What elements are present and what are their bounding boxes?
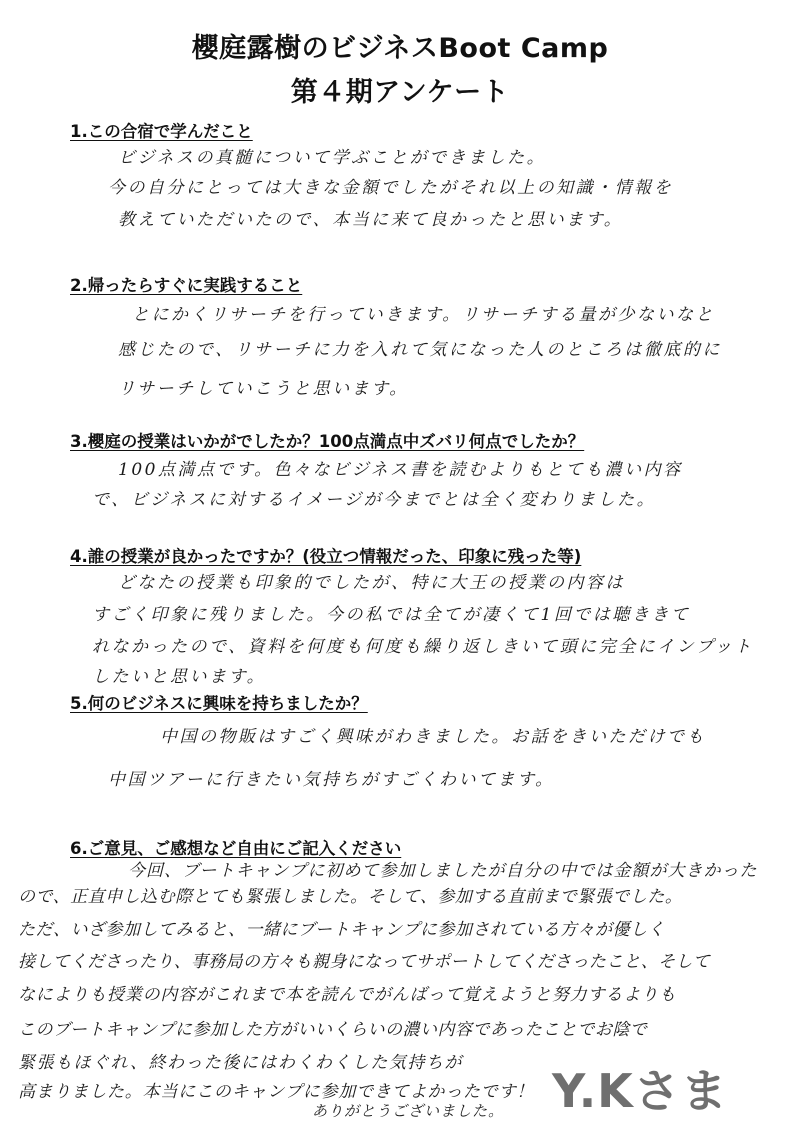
survey-subtitle: 第４期アンケート <box>290 77 510 108</box>
answer-6-line-1: 今回、ブートキャンプに初めて参加しましたが自分の中では金額が大きかった <box>128 861 758 881</box>
answer-6-line-3: ただ、いざ参加してみると、一緒にブートキャンプに参加されている方々が優しく <box>18 920 665 940</box>
answer-6-line-7: 緊張もほぐれ、終わった後にはわくわくした気持ちが <box>18 1053 463 1073</box>
answer-6-line-4: 接してくださったり、事務局の方々も親身になってサポートしてくださったこと、そして <box>18 952 710 972</box>
answer-4-line-1: どなたの授業も印象的でしたが、特に大王の授業の内容は <box>118 573 625 593</box>
answer-6-line-5: なによりも授業の内容がこれまで本を読んでがんばって覚えようと努力するよりも <box>18 985 677 1005</box>
question-6: 6.ご意見、ご感想など自由にご記入ください <box>70 839 402 858</box>
question-2: 2.帰ったらすぐに実践すること <box>70 276 303 295</box>
answer-4-line-2: すごく印象に残りました。今の私では全てが凄くて1回では聴ききて <box>92 605 691 625</box>
signature: Y.Kさま <box>552 1064 728 1118</box>
question-5: 5.何のビジネスに興味を持ちましたか？ <box>70 694 368 713</box>
answer-2-line-1: とにかくリサーチを行っていきます。リサーチする量が少ないなと <box>132 305 715 325</box>
answer-6-line-2: ので、正直申し込む際とても緊張しました。そして、参加する直前まで緊張でした。 <box>18 887 683 907</box>
answer-1-line-2: 今の自分にとっては大きな金額でしたがそれ以上の知識・情報を <box>108 178 674 198</box>
answer-5-line-2: 中国ツアーに行きたい気持ちがすごくわいてます。 <box>108 770 555 790</box>
answer-3-line-1: 100点満点です。色々なビジネス書を読むよりもとても濃い内容 <box>118 460 683 480</box>
answer-6-line-6: このブートキャンプに参加した方がいいくらいの濃い内容であったことでお陰で <box>18 1020 648 1040</box>
answer-1-line-1: ビジネスの真髄について学ぶことができました。 <box>118 148 547 168</box>
question-1: 1.この合宿で学んだこと <box>70 122 253 141</box>
answer-4-line-4: したいと思います。 <box>92 667 267 687</box>
answer-2-line-3: リサーチしていこうと思います。 <box>118 379 409 399</box>
answer-2-line-2: 感じたので、リサーチに力を入れて気になった人のところは徹底的に <box>118 340 722 360</box>
question-4: 4.誰の授業が良かったですか？(役立つ情報だった、印象に残った等) <box>70 547 582 566</box>
answer-4-line-3: れなかったので、資料を何度も何度も繰り返しきいて頭に完全にインプット <box>92 637 754 657</box>
answer-1-line-3: 教えていただいたので、本当に来て良かったと思います。 <box>118 210 624 230</box>
answer-3-line-2: で、ビジネスに対するイメージが今までとは全く変わりました。 <box>92 490 657 510</box>
survey-title: 櫻庭露樹のビジネスBoot Camp <box>191 33 609 64</box>
answer-5-line-1: 中国の物販はすごく興味がわきました。お話をきいただけでも <box>160 727 706 747</box>
question-3: 3.櫻庭の授業はいかがでしたか？100点満点中ズバリ何点でしたか？ <box>70 432 585 451</box>
answer-6-line-9: ありがとうございました。 <box>312 1102 505 1120</box>
answer-6-line-8: 高まりました。本当にこのキャンプに参加できてよかったです！ <box>18 1082 535 1102</box>
